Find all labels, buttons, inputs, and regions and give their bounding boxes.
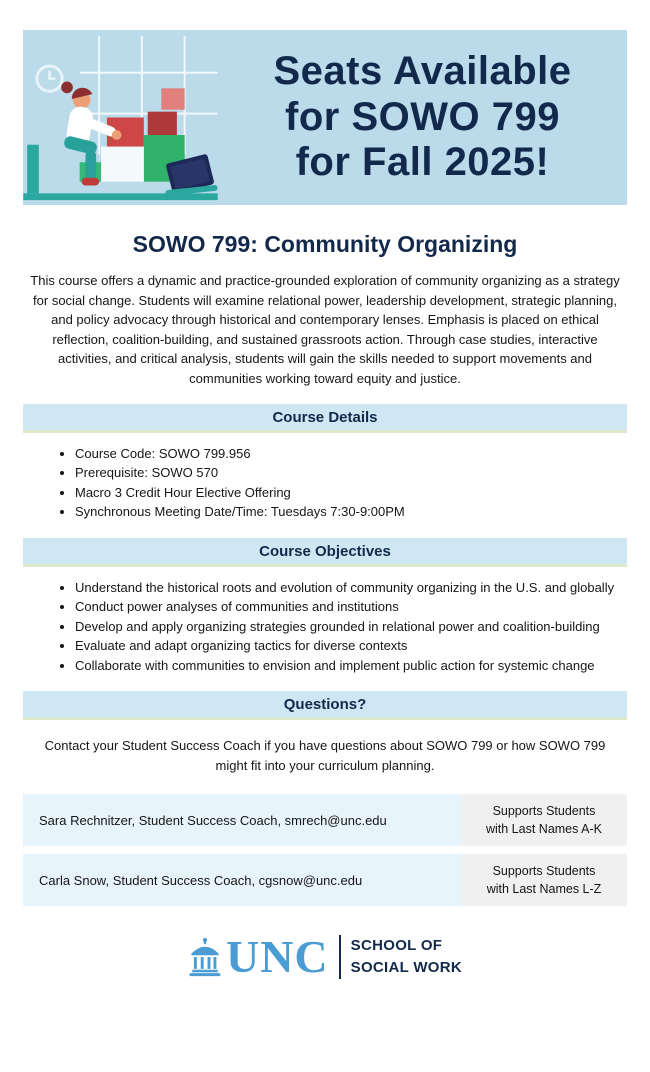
headline-line: Seats Available (273, 49, 572, 94)
coach-info-cell: Carla Snow, Student Success Coach, cgsnow@unc.edu (23, 854, 461, 906)
headline-line: for SOWO 799 (285, 94, 560, 139)
supports-line: with Last Names L-Z (486, 882, 602, 897)
list-item: • Synchronous Meeting Date/Time: Tuesdays 7:30-9:00PM (75, 503, 627, 521)
list-item: • Evaluate and adapt organizing tactics for diverse contexts (75, 637, 627, 655)
table-row (23, 794, 627, 846)
banner (23, 30, 627, 205)
table-row (23, 854, 627, 906)
supports-line: with Last Names A-K (485, 822, 602, 837)
school-name-line: SCHOOL OF (350, 936, 443, 954)
questions-text: Contact your Student Success Coach if you have questions about SOWO 799 or how SOWO 799 might fit into your curriculum planning. (44, 738, 606, 774)
logo-divider (339, 935, 341, 979)
list-item: • Course Code: SOWO 799.956 (75, 445, 627, 463)
section-header-course-objectives: Course Objectives (23, 538, 627, 567)
unc-wordmark: UNC (225, 931, 329, 983)
coach-supports-cell (461, 794, 627, 846)
clock-icon (37, 66, 62, 91)
page-title: SOWO 799: Community Organizing (132, 231, 518, 257)
old-well-icon (188, 935, 222, 979)
course-details-list (23, 445, 627, 522)
footer-logo (23, 931, 627, 983)
list-item: • Collaborate with communities to envision and implement public action for systemic change (75, 657, 627, 675)
course-objectives-list (23, 579, 627, 675)
school-name (351, 935, 462, 980)
list-item: • Develop and apply organizing strategies grounded in relational power and coalition-building (75, 618, 627, 636)
supports-line: Supports Students (492, 863, 596, 878)
section-header-course-details: Course Details (23, 404, 627, 433)
list-item: • Conduct power analyses of communities and institutions (75, 598, 627, 616)
banner-headline (218, 30, 627, 205)
course-description: This course offers a dynamic and practice-grounded exploration of community organizing as a strategy for social change. Students will examine relational power, leadership development, strategic planning, and policy advocacy through historical and contemporary lenses. Emphasis is placed on ethical reflection, coalition-building, and sustained grassroots action. Through case studies, interactive activities, and critical analysis, students will gain the skills needed to support movements and communities working toward equity and justice. (30, 273, 620, 386)
workspace-illustration (23, 30, 218, 205)
section-header-questions: Questions? (23, 691, 627, 720)
list-item: • Understand the historical roots and evolution of community organizing in the U.S. and globally (75, 579, 627, 597)
coach-info-cell: Sara Rechnitzer, Student Success Coach, smrech@unc.edu (23, 794, 461, 846)
supports-line: Supports Students (492, 803, 596, 818)
coach-table (23, 794, 627, 906)
school-name-line: SOCIAL WORK (350, 959, 463, 977)
list-item: • Macro 3 Credit Hour Elective Offering (75, 484, 627, 502)
coach-supports-cell (461, 854, 627, 906)
headline-line: for Fall 2025! (295, 140, 550, 185)
list-item: • Prerequisite: SOWO 570 (75, 464, 627, 482)
